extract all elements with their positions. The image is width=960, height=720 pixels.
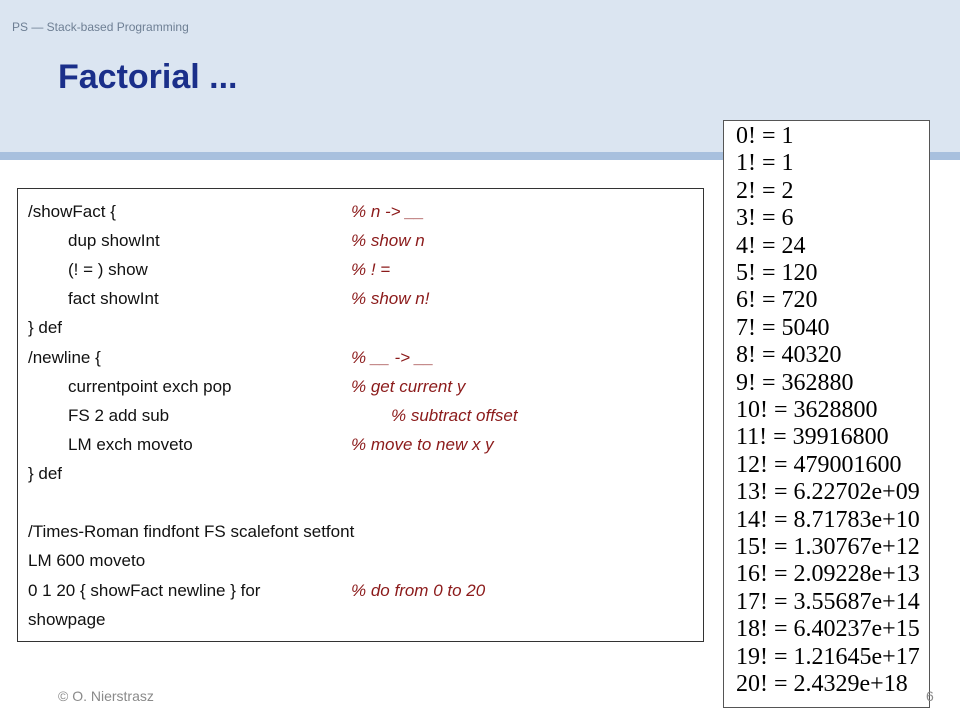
code-text: fact showInt	[68, 289, 159, 308]
code-comment: % show n!	[351, 289, 430, 308]
code-line	[18, 605, 703, 634]
output-line: 0! = 1	[736, 123, 794, 149]
output-line: 6! = 720	[736, 287, 818, 314]
output-line: 5! = 120	[736, 260, 818, 286]
code-text: dup showInt	[68, 231, 160, 250]
output-line: 2! = 2	[736, 177, 794, 204]
output-line: 3! = 6	[736, 205, 794, 232]
output-line: 13! = 6.22702e+09	[736, 479, 920, 506]
code-text: /Times-Roman findfont FS scalefont setfont	[28, 522, 355, 541]
output-line: 14! = 8.71783e+10	[736, 506, 920, 533]
code-comment: % get current y	[351, 377, 466, 396]
output-line: 19! = 1.21645e+17	[736, 643, 920, 670]
code-line	[18, 459, 703, 488]
code-text: LM 600 moveto	[28, 551, 146, 570]
output-line: 18! = 6.40237e+15	[736, 616, 920, 643]
output-line: 12! = 479001600	[736, 451, 902, 478]
output-line: 9! = 362880	[736, 369, 854, 396]
output-line: 10! = 3628800	[736, 397, 878, 423]
code-line	[18, 576, 703, 605]
code-line	[18, 517, 703, 546]
code-line	[18, 313, 703, 342]
code-text: LM exch moveto	[68, 435, 193, 454]
output-line: 8! = 40320	[736, 342, 842, 369]
code-comment: % n -> __	[351, 202, 425, 221]
code-line	[18, 401, 703, 430]
code-comment: % move to new x y	[351, 435, 494, 454]
output-line: 15! = 1.30767e+12	[736, 534, 920, 560]
output-line: 7! = 5040	[736, 314, 830, 341]
code-text: FS 2 add sub	[68, 406, 170, 425]
output-line: 11! = 39916800	[736, 424, 889, 451]
code-text: 0 1 20 { showFact newline } for	[28, 581, 261, 600]
code-line	[18, 197, 703, 226]
code-line	[18, 255, 703, 284]
code-comment: % show n	[351, 231, 425, 250]
code-text: } def	[28, 464, 63, 483]
code-comment: % ! =	[351, 260, 391, 279]
output-line: 1! = 1	[736, 150, 794, 177]
output-line: 17! = 3.55687e+14	[736, 588, 920, 615]
output-listing	[723, 120, 930, 708]
code-line	[18, 430, 703, 459]
code-text: /newline {	[28, 348, 101, 367]
code-text: currentpoint exch pop	[68, 377, 232, 396]
slide-title: Factorial ...	[58, 58, 238, 96]
footer-author: © O. Nierstrasz	[58, 688, 154, 704]
output-line: 20! = 2.4329e+18	[736, 671, 908, 697]
code-text: showpage	[28, 610, 106, 629]
code-comment: % do from 0 to 20	[351, 581, 486, 600]
output-line: 4! = 24	[736, 232, 806, 259]
code-listing	[17, 188, 704, 642]
page-number: 6	[926, 688, 934, 704]
code-text: } def	[28, 318, 63, 337]
code-line	[18, 372, 703, 401]
code-comment: % __ -> __	[351, 348, 434, 367]
code-line	[18, 226, 703, 255]
code-text: (! = ) show	[68, 260, 148, 279]
code-line	[18, 546, 703, 575]
code-line	[18, 343, 703, 372]
output-line: 16! = 2.09228e+13	[736, 561, 920, 588]
code-line	[18, 284, 703, 313]
code-comment: % subtract offset	[391, 406, 518, 425]
running-head: PS — Stack-based Programming	[12, 20, 189, 34]
code-text: /showFact {	[28, 202, 116, 221]
